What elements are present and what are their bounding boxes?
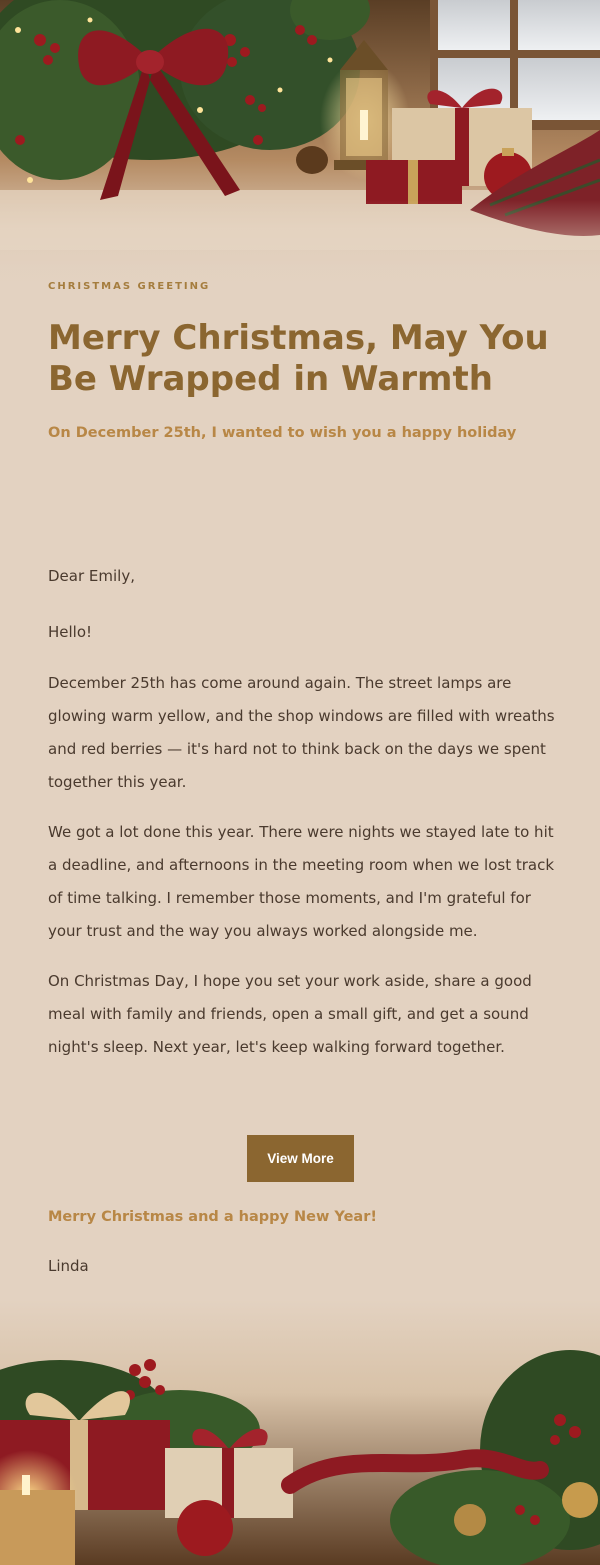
letter-body [48,560,556,1081]
page-title: Merry Christmas, May You Be Wrapped in Warmth [48,318,549,399]
footer-christmas-image [0,1300,600,1565]
page-subtitle: On December 25th, I wanted to wish you a happy holiday [48,425,517,441]
eyebrow-label: CHRISTMAS GREETING [48,281,211,292]
closing-line: Merry Christmas and a happy New Year! [48,1209,377,1225]
letter-paragraph: We got a lot done this year. There were nights we stayed late to hit a deadline, and afternoons in the meeting room when we lost track of time talking. I remember those moments, and I'm grateful for your trust and the way you always worked alongside me. [48,823,555,940]
letter-paragraph: On Christmas Day, I hope you set your work aside, share a good meal with family and friends, open a small gift, and get a sound night's sleep. Next year, let's keep walking forward together. [48,972,532,1056]
view-more-button[interactable]: View More [247,1135,354,1182]
letter-paragraph: December 25th has come around again. The street lamps are glowing warm yellow, and the shop windows are filled with wreaths and red berries — it's hard not to think back on the days we spent together this year. [48,674,555,791]
letter-greeting: Hello! [48,623,93,641]
signature: Linda [48,1257,89,1275]
letter-salutation: Dear Emily, [48,567,135,585]
hero-christmas-image [0,0,600,290]
